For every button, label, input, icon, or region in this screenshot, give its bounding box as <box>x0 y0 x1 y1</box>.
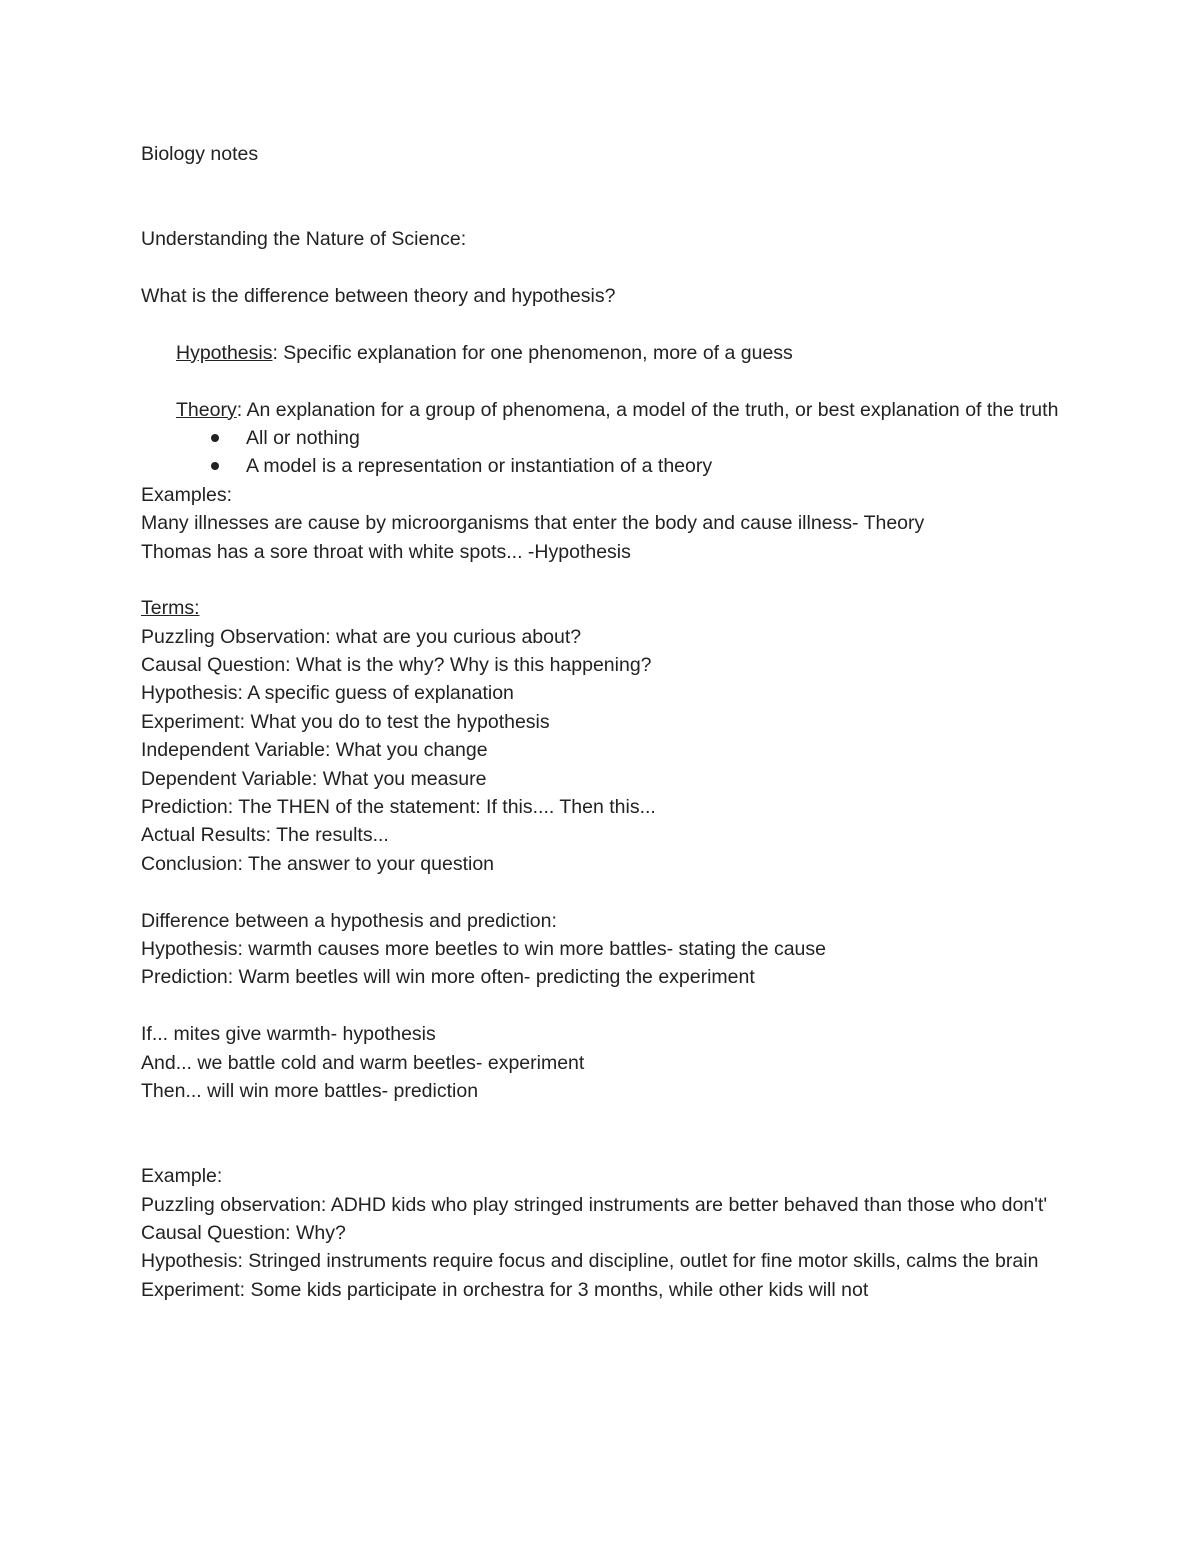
term-line: Independent Variable: What you change <box>141 739 488 762</box>
bullet-item <box>211 452 1061 480</box>
term-line: Actual Results: The results... <box>141 824 389 847</box>
question-line: What is the difference between theory and hypothesis? <box>141 284 616 307</box>
spacer <box>141 1105 1061 1162</box>
example2-experiment: Experiment: Some kids participate in orchestra for 3 months, while other kids will not <box>141 1278 869 1301</box>
doc-title: Biology notes <box>141 143 259 165</box>
if-then-line: If... mites give warmth- hypothesis <box>141 1023 436 1046</box>
spacer <box>141 367 1061 395</box>
term-line: Causal Question: What is the why? Why is this happening? <box>141 654 652 677</box>
spacer <box>141 992 1061 1020</box>
bullet-text: All or nothing <box>246 426 360 449</box>
theory-term: Theory <box>176 398 237 421</box>
terms-heading-text: Terms: <box>141 597 200 620</box>
section-heading: Understanding the Nature of Science: <box>141 228 467 251</box>
term-line: Hypothesis: A specific guess of explanation <box>141 682 514 705</box>
example2-hypothesis: Hypothesis: Stringed instruments require focus and discipline, outlet for fine motor skills, calms the brain <box>141 1250 1039 1273</box>
difference-line: Prediction: Warm beetles will win more often- predicting the experiment <box>141 966 755 989</box>
example2-causal-question: Causal Question: Why? <box>141 1221 346 1244</box>
hypothesis-text: : Specific explanation for one phenomenon, more of a guess <box>272 341 793 364</box>
term-line: Experiment: What you do to test the hypothesis <box>141 710 550 733</box>
example2-observation: Puzzling observation: ADHD kids who play stringed instruments are better behaved than those who don't' <box>141 1193 1048 1216</box>
term-line: Dependent Variable: What you measure <box>141 767 487 790</box>
theory-text: : An explanation for a group of phenomena, a model of the truth, or best explanation of the truth <box>236 398 1059 421</box>
term-line: Conclusion: The answer to your question <box>141 852 495 875</box>
example-line: Many illnesses are cause by microorganisms that enter the body and cause illness- Theory <box>141 512 925 535</box>
example2-heading: Example: <box>141 1165 223 1188</box>
hypothesis-term: Hypothesis <box>176 341 273 364</box>
spacer <box>141 168 1061 225</box>
spacer <box>141 878 1061 906</box>
examples-heading: Examples: <box>141 483 233 506</box>
terms-heading <box>141 594 1061 622</box>
bullet-item <box>211 424 1061 452</box>
term-line: Puzzling Observation: what are you curious about? <box>141 625 582 648</box>
bullet-icon <box>211 434 219 442</box>
term-line: Prediction: The THEN of the statement: If this.... Then this... <box>141 796 656 819</box>
spacer <box>141 254 1061 282</box>
bullet-text: A model is a representation or instantiation of a theory <box>246 455 713 478</box>
if-then-line: And... we battle cold and warm beetles- experiment <box>141 1051 585 1074</box>
example-line: Thomas has a sore throat with white spots... -Hypothesis <box>141 540 631 563</box>
document-page <box>141 140 1061 1304</box>
difference-heading: Difference between a hypothesis and prediction: <box>141 909 557 932</box>
spacer <box>141 566 1061 594</box>
theory-definition <box>141 396 1061 424</box>
difference-line: Hypothesis: warmth causes more beetles to win more battles- stating the cause <box>141 937 826 960</box>
bullet-icon <box>211 462 219 470</box>
hypothesis-definition <box>141 339 1061 367</box>
spacer <box>141 310 1061 338</box>
theory-bullet-list <box>141 424 1061 481</box>
if-then-line: Then... will win more battles- prediction <box>141 1079 479 1102</box>
